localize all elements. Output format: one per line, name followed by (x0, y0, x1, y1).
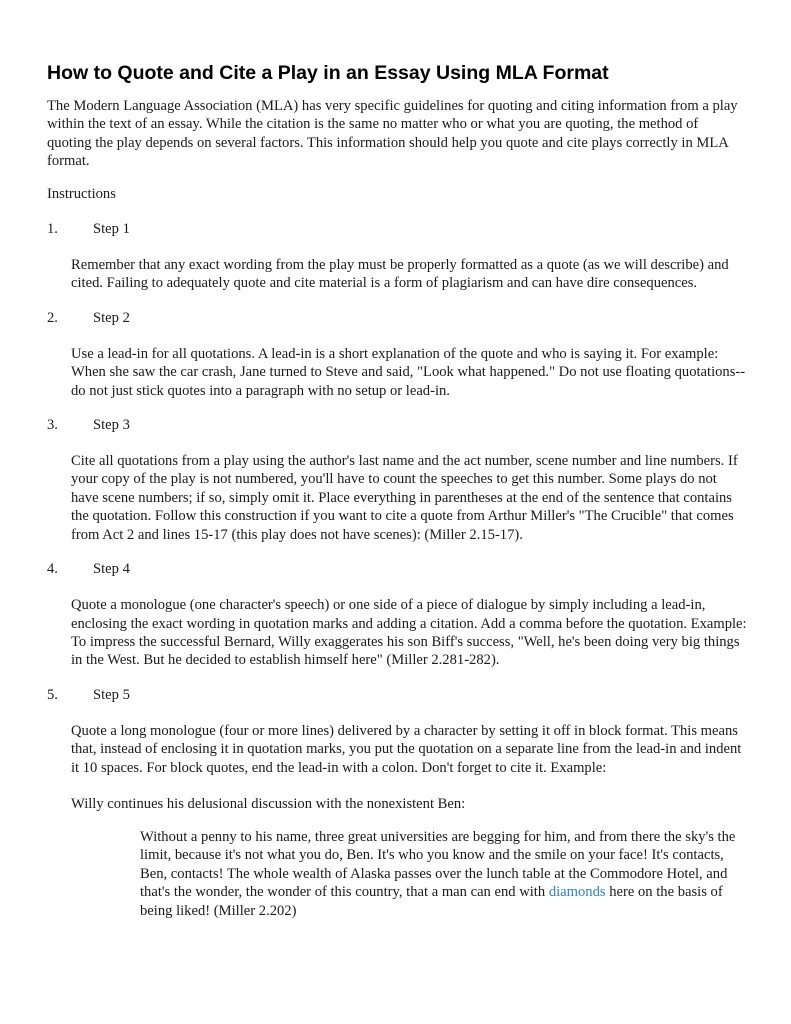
step-body: Use a lead-in for all quotations. A lead-in is a short explanation of the quote and who is saying it. For example: When she saw the car crash, Jane turned to Steve and said, "Look what happened." Do not use floating quotations--do not just stick quotes into a paragraph with no setup or lead-in. (71, 345, 746, 399)
step-label: Step 1 (93, 221, 130, 238)
step-header (47, 220, 747, 238)
step-label: Step 2 (93, 309, 130, 326)
block-quote (140, 828, 750, 920)
step-3 (47, 416, 747, 544)
step-5 (47, 686, 747, 777)
step-label: Step 3 (93, 417, 130, 434)
step-4 (47, 560, 747, 670)
step-body: Remember that any exact wording from the play must be properly formatted as a quote (as we will describe) and cited. Failing to adequately quote and cite material is a form of plagiarism and can have dire consequences. (71, 257, 729, 292)
example-lead-in: Willy continues his delusional discussion with the nonexistent Ben: (71, 795, 466, 812)
step-label: Step 4 (93, 561, 130, 578)
document-page (47, 60, 747, 935)
step-1 (47, 220, 747, 293)
step-header (47, 416, 747, 434)
step-number: 1. (47, 221, 58, 238)
intro-paragraph: The Modern Language Association (MLA) has very specific guidelines for quoting and citing information from a play within the text of an essay. While the citation is the same no matter who or what you are quoting, the method of quoting the play depends on several factors. This information should help you quote and cite plays correctly in MLA format. (47, 98, 738, 170)
step-header (47, 686, 747, 704)
step-body: Quote a monologue (one character's speech) or one side of a piece of dialogue by simply including a lead-in, enclosing the exact wording in quotation marks and adding a citation. Add a comma before the quotation. Example: To impress the successful Bernard, Willy exaggerates his son Biff's success, "Well, he's been doing very big things in the West. But he decided to establish himself here" (Miller 2.281-282). (71, 597, 747, 669)
step-number: 3. (47, 417, 58, 434)
step-number: 4. (47, 561, 58, 578)
page-title: How to Quote and Cite a Play in an Essay Using MLA Format (47, 62, 609, 84)
step-body: Quote a long monologue (four or more lines) delivered by a character by setting it off in block format. This means that, instead of enclosing it in quotation marks, you put the quotation on a separate line from the lead-in and indent it 10 spaces. For block quotes, end the lead-in with a colon. Don't forget to cite it. Example: (71, 722, 742, 776)
step-body: Cite all quotations from a play using the author's last name and the act number, scene number and line numbers. If your copy of the play is not numbered, you'll have to count the speeches to get this number. Some plays do not have scene numbers; if so, simply omit it. Place everything in parentheses at the end of the sentence that contains the quotation. Follow this construction if you want to cite a quote from Arthur Miller's "The Crucible" that comes from Act 2 and lines 15-17 (this play does not have scenes): (Miller 2.15-17). (71, 453, 738, 543)
step-2 (47, 309, 747, 400)
step-header (47, 560, 747, 578)
diamonds-link[interactable]: diamonds (548, 884, 606, 901)
instructions-heading: Instructions (47, 185, 116, 202)
step-number: 5. (47, 686, 58, 703)
step-number: 2. (47, 309, 58, 326)
step-label: Step 5 (93, 686, 130, 703)
step-header (47, 309, 747, 327)
block-quote-citation: here on the basis of being liked! (Miller 2.202) (140, 884, 723, 919)
block-quote-text: Without a penny to his name, three great universities are begging for him, and from there the sky's the limit, because it's not what you do, Ben. It's who you know and the smile on your face! It's contacts, Ben, contacts! The whole wealth of Alaska passes over the lunch table at the Commodore Hotel, and that's the wonder, the wonder of this country, that a man can end with (140, 828, 736, 901)
